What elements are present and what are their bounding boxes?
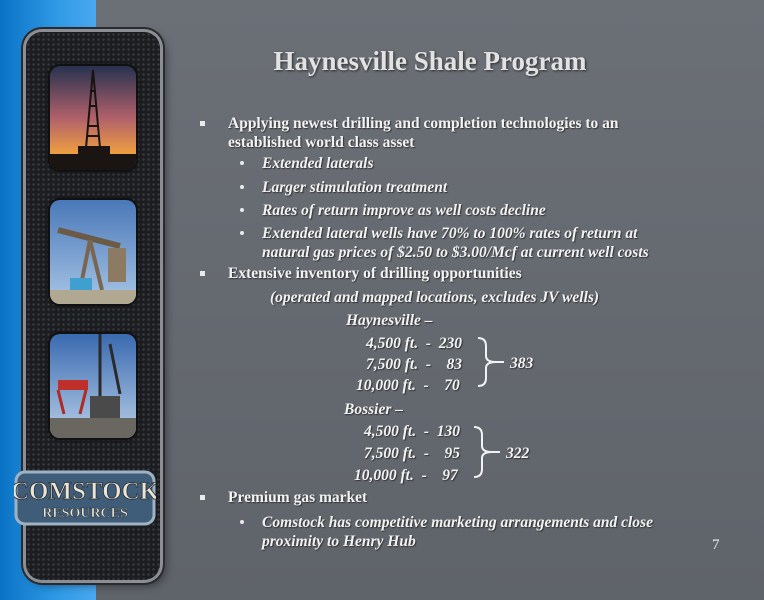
round-bullet-icon: [240, 185, 244, 189]
bossier-brace-icon: [472, 425, 502, 479]
sub-bullet-2: Larger stimulation treatment: [262, 179, 448, 196]
bullet-1-line-1: Applying newest drilling and completion technologies to an: [228, 115, 619, 132]
sub-bullet-4-line-1: Extended lateral wells have 70% to 100% rates of return at: [262, 225, 638, 242]
round-bullet-icon: [240, 161, 244, 165]
sub-bullet-5-line-1: Comstock has competitive marketing arrangements and close: [262, 514, 653, 531]
comstock-resources-logo: [14, 470, 156, 526]
bossier-row-2: 7,500 ft. - 95: [364, 445, 461, 462]
square-bullet-icon: [200, 271, 205, 276]
haynesville-label: Haynesville –: [346, 312, 433, 329]
svg-text:RESOURCES: RESOURCES: [42, 506, 128, 521]
haynesville-row-3: 10,000 ft. - 70: [356, 377, 460, 394]
page-number: 7: [712, 537, 720, 553]
round-bullet-icon: [240, 231, 244, 235]
bossier-label: Bossier –: [344, 401, 403, 418]
square-bullet-icon: [200, 121, 205, 126]
drilling-rig-photo: [50, 66, 136, 170]
square-bullet-icon: [200, 495, 205, 500]
sub-bullet-5-line-2: proximity to Henry Hub: [262, 533, 416, 550]
haynesville-row-2: 7,500 ft. - 83: [366, 356, 463, 373]
haynesville-brace-icon: [476, 336, 506, 388]
bossier-row-1: 4,500 ft. - 130: [364, 423, 461, 440]
sub-bullet-3: Rates of return improve as well costs decline: [262, 202, 546, 219]
rig-workers-photo: [50, 334, 136, 438]
bullet-1-line-2: established world class asset: [228, 134, 415, 151]
bossier-row-3: 10,000 ft. - 97: [354, 467, 458, 484]
haynesville-row-1: 4,500 ft. - 230: [366, 335, 463, 352]
bullet-3: Premium gas market: [228, 489, 368, 506]
svg-text:COMSTOCK: COMSTOCK: [14, 478, 156, 505]
bullet-2: Extensive inventory of drilling opportunities: [228, 265, 522, 282]
sub-bullet-1: Extended laterals: [262, 155, 374, 172]
round-bullet-icon: [240, 208, 244, 212]
round-bullet-icon: [240, 520, 244, 524]
haynesville-total: 383: [510, 355, 534, 372]
sub-bullet-4-line-2: natural gas prices of $2.50 to $3.00/Mcf at current well costs: [262, 244, 649, 261]
slide-title: Haynesville Shale Program: [273, 46, 587, 76]
pump-jack-photo: [50, 200, 136, 304]
bullet-2-note: (operated and mapped locations, excludes JV wells): [270, 289, 600, 306]
bossier-total: 322: [506, 445, 530, 462]
